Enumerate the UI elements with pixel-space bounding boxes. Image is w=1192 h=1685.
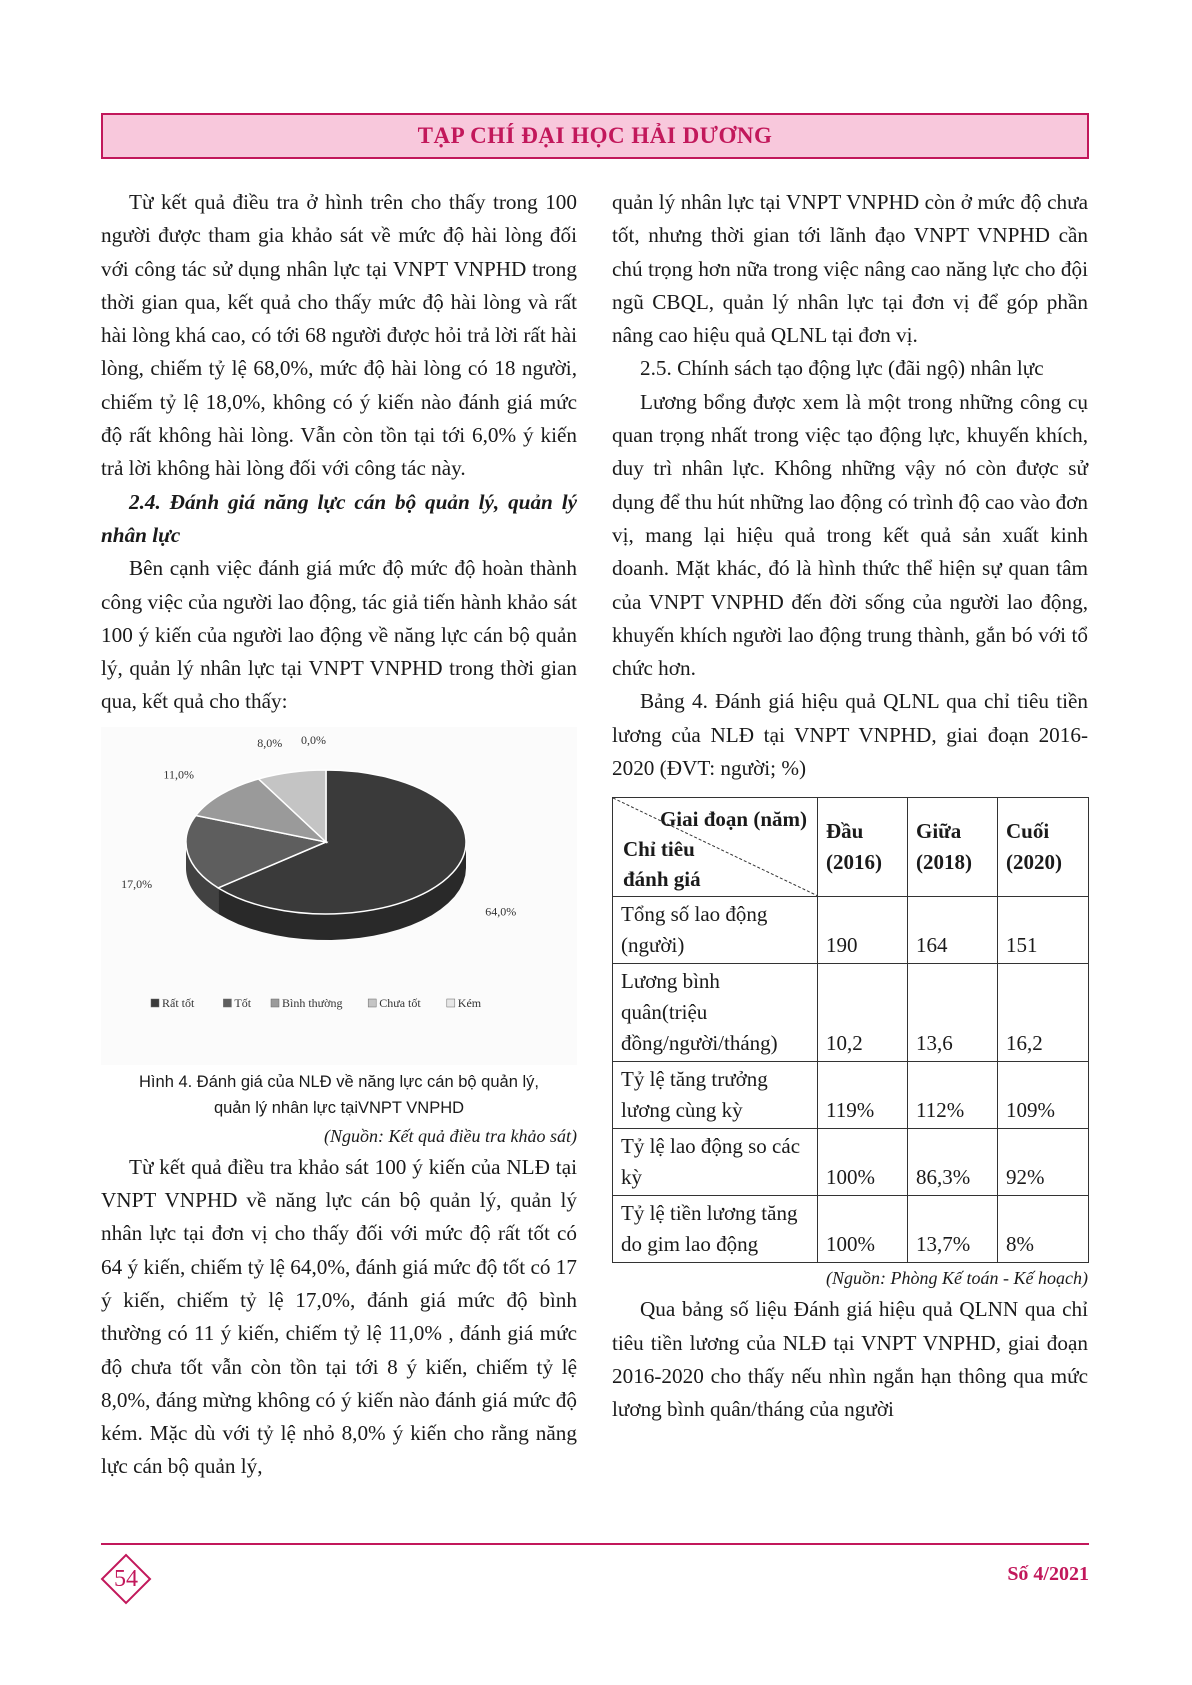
cell-value: 100% (818, 1196, 908, 1263)
column-header: Cuối (2020) (998, 798, 1089, 897)
cell-value: 13,6 (908, 964, 998, 1062)
paragraph: Bên cạnh việc đánh giá mức độ mức độ hoàn thành công việc của người lao động, tác giả tiến hành khảo sát 100 ý kiến của người lao động về năng lực cán bộ quản lý, quản lý nhân lực tại VNPT VNPHD trong thời gian qua, kết quả cho thấy: (101, 556, 577, 714)
page-number-badge (100, 1553, 152, 1605)
legend-label: Tốt (234, 995, 252, 1010)
cell-value: 16,2 (998, 964, 1089, 1062)
left-column (101, 186, 577, 1484)
legend-label: Bình thường (282, 995, 343, 1010)
table-row (613, 1129, 1089, 1196)
pie-data-label: 64,0% (485, 904, 517, 919)
column-header: Giữa (2018) (908, 798, 998, 897)
pie-data-label: 8,0% (257, 735, 283, 750)
table-source: (Nguồn: Phòng Kế toán - Kế hoạch) (826, 1268, 1088, 1289)
table-row (613, 1196, 1089, 1263)
paragraph: quản lý nhân lực tại VNPT VNPHD còn ở mức độ chưa tốt, nhưng thời gian tới lãnh đạo VNPT VNPHD cần chú trọng hơn nữa trong việc nâng cao năng lực cho đội ngũ CBQL, quản lý nhân lực tại đơn vị để góp phần nâng cao hiệu quả QLNL tại đơn vị. (612, 190, 1088, 348)
corner-top-label: Giai đoạn (năm) (659, 807, 807, 832)
legend-swatch (271, 999, 279, 1007)
cell-value: 92% (998, 1129, 1089, 1196)
legend-swatch (447, 999, 455, 1007)
legend-swatch (151, 999, 159, 1007)
table-row (613, 964, 1089, 1062)
paragraph: Lương bổng được xem là một trong những công cụ quan trọng nhất trong việc tạo động lực, khuyến khích, duy trì nhân lực. Không những vậy nó còn được sử dụng để thu hút những lao động có trình độ cao vào đơn vị, mang lại hiệu quả trong kết quả sản xuất kinh doanh. Mặt khác, đó là hình thức thể hiện sự quan tâm của VNPT VNPHD đến đời sống của người lao động, khuyến khích người lao động trung thành, gắn bó với tổ chức hơn. (612, 389, 1088, 681)
figure-caption: Hình 4. Đánh giá của NLĐ về năng lực cán bộ quản lý, quản lý nhân lực tạiVNPT VNPHD (139, 1072, 539, 1117)
section-heading-2-4: 2.4. Đánh giá năng lực cán bộ quản lý, quản lý nhân lực (101, 489, 577, 547)
legend-swatch (368, 999, 376, 1007)
journal-title: TẠP CHÍ ĐẠI HỌC HẢI DƯƠNG (417, 123, 773, 148)
row-label: Tỷ lệ tăng trưởng lương cùng kỳ (613, 1062, 818, 1129)
paragraph: Từ kết quả điều tra ở hình trên cho thấy trong 100 người được tham gia khảo sát về mức độ hài lòng đối với công tác sử dụng nhân lực tại VNPT VNPHD trong thời gian qua, kết quả cho thấy mức độ hài lòng và rất hài lòng khá cao, có tới 68 người được hỏi trả lời rất hài lòng, chiếm tỷ lệ 68,0%, mức độ hài lòng có 18 người, chiếm tỷ lệ 18,0%, không có ý kiến nào đánh giá mức độ rất không hài lòng. Vẫn còn tồn tại tới 6,0% ý kiến trả lời không hài lòng đối với công tác này. (101, 190, 577, 481)
cell-value: 119% (818, 1062, 908, 1129)
page-number: 54 (114, 1566, 138, 1592)
cell-value: 190 (818, 897, 908, 964)
table-row (613, 897, 1089, 964)
cell-value: 86,3% (908, 1129, 998, 1196)
cell-value: 13,7% (908, 1196, 998, 1263)
cell-value: 8% (998, 1196, 1089, 1263)
paragraph: Từ kết quả điều tra khảo sát 100 ý kiến của NLĐ tại VNPT VNPHD về năng lực cán bộ quản lý, quản lý nhân lực tại đơn vị cho thấy đối với mức độ rất tốt có 64 ý kiến, chiếm tỷ lệ 64,0%, đánh giá mức độ tốt có 17 ý kiến, chiếm tỷ lệ 17,0%, đánh giá mức độ bình thường có 11 ý kiến, chiếm tỷ lệ 11,0% , đánh giá mức độ chưa tốt vẫn còn tồn tại tới 8 ý kiến, chiếm tỷ lệ 8,0%, đáng mừng không có ý kiến nào đánh giá mức độ kém. Mặc dù với tỷ lệ nhỏ 8,0% ý kiến cho rằng năng lực cán bộ quản lý, (101, 1154, 577, 1479)
legend-label: Kém (457, 995, 482, 1010)
cell-value: 10,2 (818, 964, 908, 1062)
legend-label: Rất tốt (162, 995, 195, 1010)
cell-value: 164 (908, 897, 998, 964)
pie-data-label: 11,0% (163, 767, 194, 782)
section-heading-2-5: 2.5. Chính sách tạo động lực (đãi ngộ) nhân lực (640, 356, 1044, 381)
legend-label: Chưa tốt (379, 995, 421, 1010)
salary-table (612, 797, 1089, 1263)
table-title: Bảng 4. Đánh giá hiệu quả QLNL qua chỉ tiêu tiền lương của NLĐ tại VNPT VNPHD, giai đoạn 2016-2020 (ĐVT: người; %) (612, 689, 1088, 781)
journal-header (101, 113, 1089, 159)
paragraph: Qua bảng số liệu Đánh giá hiệu quả QLNN qua chỉ tiêu tiền lương của NLĐ tại VNPT VNPHD, giai đoạn 2016-2020 cho thấy nếu nhìn ngắn hạn thông qua mức lương bình quân/tháng của người (612, 1297, 1088, 1422)
cell-value: 112% (908, 1062, 998, 1129)
table-corner-cell (613, 798, 818, 897)
issue-number: Số 4/2021 (1007, 1563, 1089, 1585)
cell-value: 151 (998, 897, 1089, 964)
row-label: Tỷ lệ lao động so các kỳ (613, 1129, 818, 1196)
cell-value: 100% (818, 1129, 908, 1196)
pie-data-label: 0,0% (301, 732, 326, 747)
cell-value: 109% (998, 1062, 1089, 1129)
row-label: Tổng số lao động (người) (613, 897, 818, 964)
footer-divider (101, 1543, 1089, 1545)
row-label: Lương bình quân(triệu đồng/người/tháng) (613, 964, 818, 1062)
right-column (612, 186, 1088, 1427)
figure-source: (Nguồn: Kết quả điều tra khảo sát) (324, 1125, 577, 1146)
corner-bottom-label: Chỉ tiêu đánh giá (623, 837, 701, 892)
pie-chart (101, 727, 577, 1065)
row-label: Tỷ lệ tiền lương tăng do gim lao động (613, 1196, 818, 1263)
legend-swatch (223, 999, 231, 1007)
pie-chart-figure (101, 727, 577, 1065)
pie-data-label: 17,0% (121, 876, 153, 891)
column-header: Đầu (2016) (818, 798, 908, 897)
table-row (613, 1062, 1089, 1129)
